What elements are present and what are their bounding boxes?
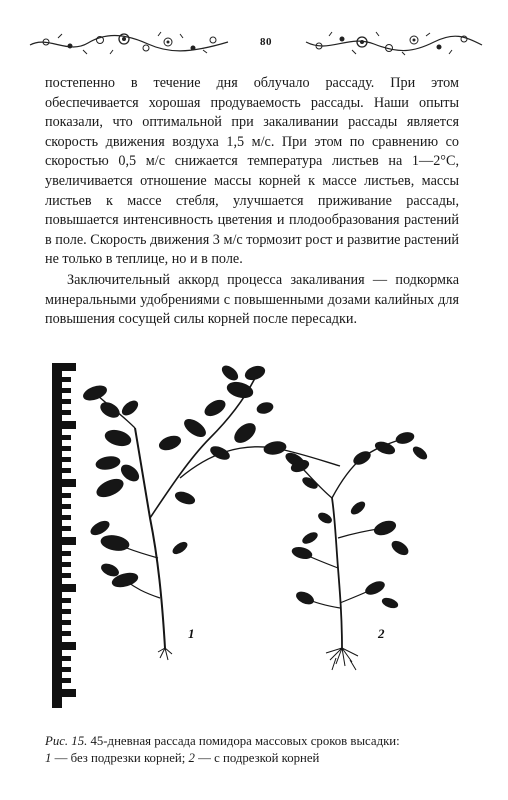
scale-ruler bbox=[52, 363, 76, 708]
caption-item1-text: — без подрезки корней; bbox=[51, 751, 189, 765]
caption-figure-ref: Рис. 15. bbox=[45, 734, 88, 748]
paragraph: Заключительный аккорд процесса закаливания — подкормка минеральными удобрениями с повышенными дозами калийных для повышения сосущей силы корней после пересадки. bbox=[45, 271, 459, 328]
caption-item2-number: 2 bbox=[188, 751, 195, 765]
plant-2 bbox=[290, 431, 429, 670]
plant-1 bbox=[82, 363, 340, 660]
caption-title: 45-дневная рассада помидора массовых сроков высадки: bbox=[87, 734, 400, 748]
plant-1-label: 1 bbox=[188, 626, 195, 641]
figure-caption bbox=[45, 733, 459, 767]
body-text bbox=[45, 74, 459, 330]
plant-2-label: 2 bbox=[378, 626, 385, 641]
page-number: 80 bbox=[260, 36, 272, 48]
caption-item1-number: 1 bbox=[45, 751, 52, 765]
figure-seedlings bbox=[40, 348, 470, 728]
left-ornament bbox=[28, 30, 233, 56]
right-ornament bbox=[304, 30, 484, 56]
page-header bbox=[28, 30, 484, 56]
caption-item2-text: — с подрезкой корней bbox=[194, 751, 320, 765]
paragraph: постепенно в течение дня облучало рассаду. При этом обеспечивается хорошая продуваемость рассады. Наши опыты показали, что оптимальной при закаливании рассады является скорость движения воздуха 1,5 м/с. При этом по сравнению со скоростью 0,5 м/с снижается температура листьев на 1—2°С, увеличивается отношение массы корней к массе листьев, массы листьев к массе стебля, улучшается приживание рассады, повышается интенсивность цветения и плодообразования растений в поле. Скорость движения 3 м/с тормозит рост и развитие растений не только в теплице, но и в поле. bbox=[45, 75, 459, 268]
